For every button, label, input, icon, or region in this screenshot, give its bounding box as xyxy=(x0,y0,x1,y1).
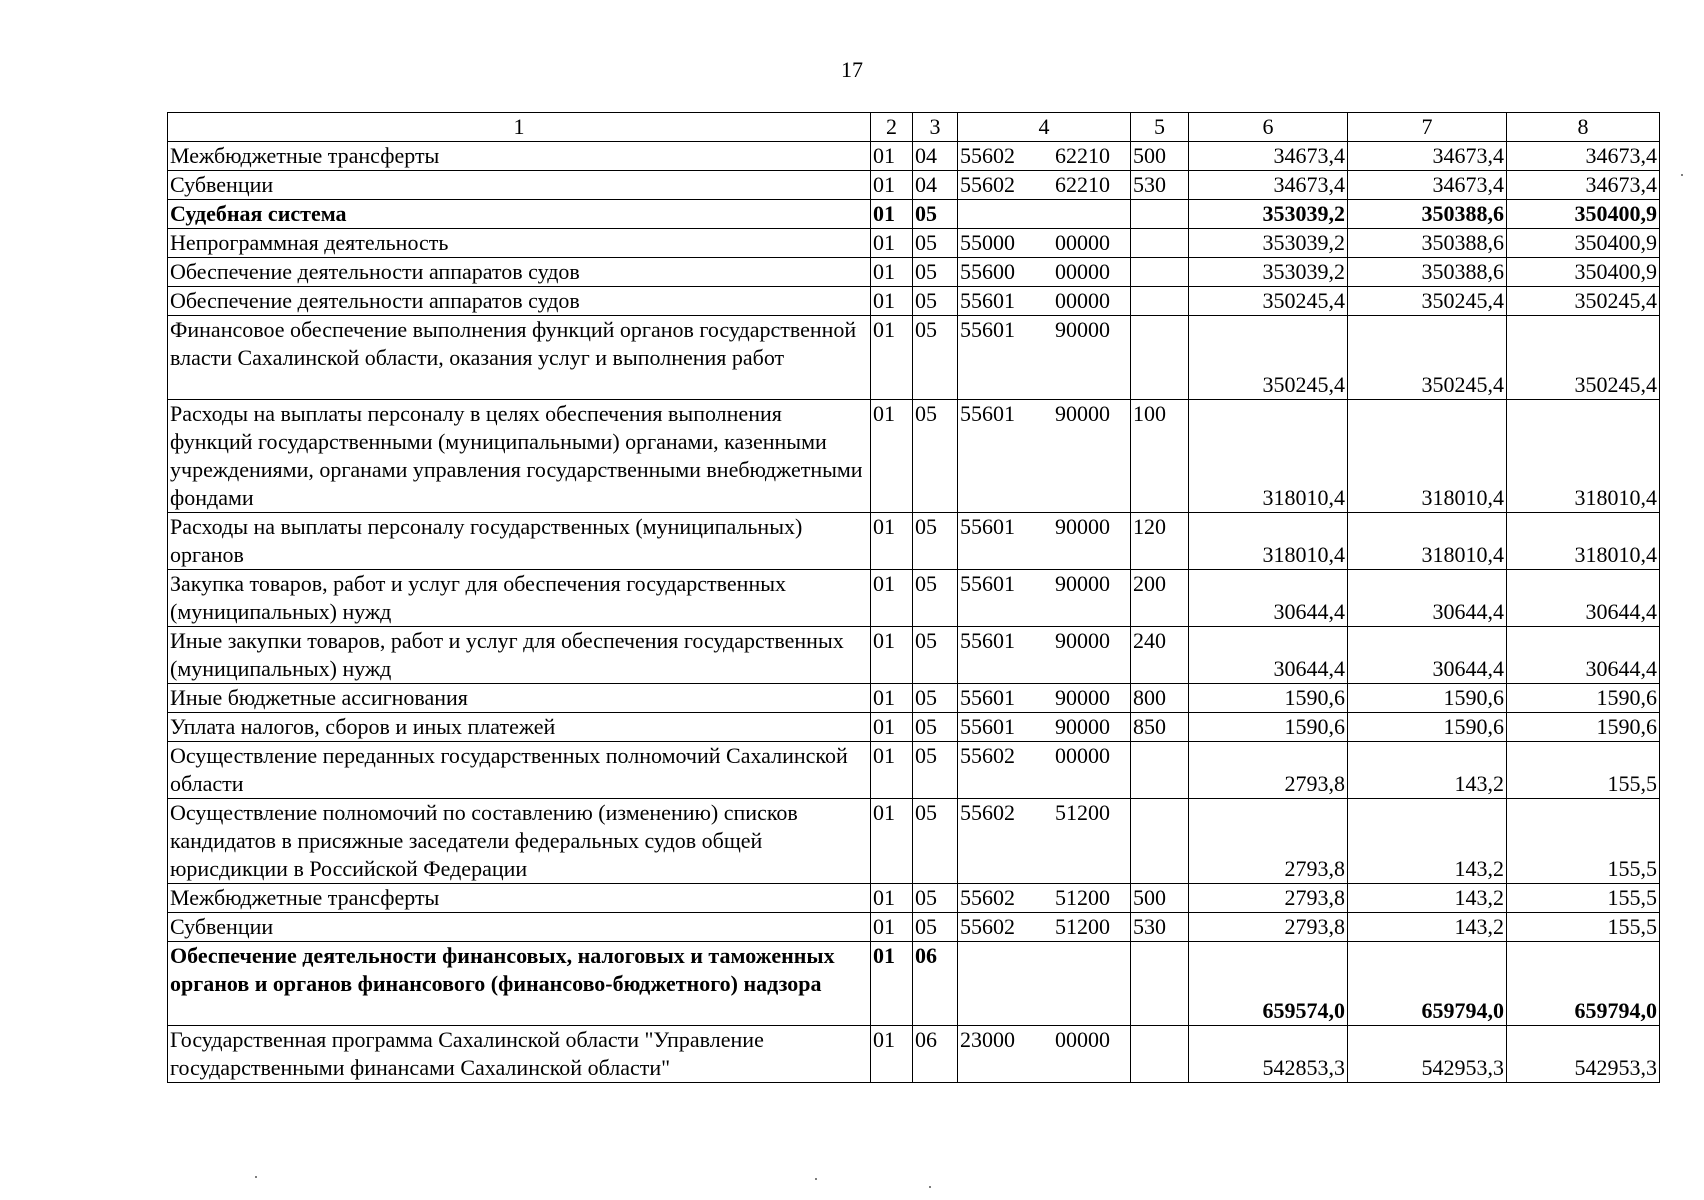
row-vr-code: 120 xyxy=(1131,513,1189,570)
row-rz-code: 01 xyxy=(871,684,913,713)
row-amount-col6: 30644,4 xyxy=(1189,627,1348,684)
row-target-code xyxy=(958,287,1131,316)
row-target-code xyxy=(958,258,1131,287)
row-amount-col8: 155,5 xyxy=(1507,799,1660,884)
row-name: Иные закупки товаров, работ и услуг для обеспечения государственных (муниципальных) нужд xyxy=(168,627,871,684)
row-rz-code: 01 xyxy=(871,258,913,287)
scan-speck xyxy=(1681,174,1683,176)
row-target-direction: 00000 xyxy=(1055,288,1110,313)
row-pr-code: 05 xyxy=(913,513,958,570)
row-amount-col7: 318010,4 xyxy=(1348,400,1507,513)
row-pr-code: 05 xyxy=(913,258,958,287)
header-col-8: 8 xyxy=(1507,113,1660,142)
row-amount-col8: 34673,4 xyxy=(1507,142,1660,171)
row-pr-code: 06 xyxy=(913,942,958,1026)
row-target-program: 55602 xyxy=(960,743,1015,768)
row-rz-code: 01 xyxy=(871,316,913,400)
row-target-program: 55000 xyxy=(960,230,1015,255)
row-amount-col8: 350400,9 xyxy=(1507,258,1660,287)
table-row xyxy=(168,742,1660,799)
row-target-direction: 90000 xyxy=(1055,628,1110,653)
row-vr-code: 500 xyxy=(1131,884,1189,913)
row-amount-col7: 30644,4 xyxy=(1348,627,1507,684)
row-amount-col7: 659794,0 xyxy=(1348,942,1507,1026)
row-name: Обеспечение деятельности финансовых, налоговых и таможенных органов и органов финансового (финансово-бюджетного) надзора xyxy=(168,942,871,1026)
row-target-program: 55602 xyxy=(960,885,1015,910)
row-target-code xyxy=(958,171,1131,200)
row-target-program: 23000 xyxy=(960,1027,1015,1052)
budget-table xyxy=(167,112,1660,1083)
row-amount-col8: 350400,9 xyxy=(1507,200,1660,229)
row-amount-col6: 542853,3 xyxy=(1189,1026,1348,1083)
row-amount-col7: 350388,6 xyxy=(1348,229,1507,258)
row-rz-code: 01 xyxy=(871,742,913,799)
row-target-direction: 90000 xyxy=(1055,514,1110,539)
row-amount-col6: 353039,2 xyxy=(1189,229,1348,258)
row-pr-code: 05 xyxy=(913,913,958,942)
row-pr-code: 05 xyxy=(913,884,958,913)
table-row xyxy=(168,627,1660,684)
row-rz-code: 01 xyxy=(871,570,913,627)
row-amount-col6: 1590,6 xyxy=(1189,684,1348,713)
table-row xyxy=(168,142,1660,171)
row-amount-col7: 350388,6 xyxy=(1348,258,1507,287)
row-amount-col8: 155,5 xyxy=(1507,884,1660,913)
row-target-direction: 00000 xyxy=(1055,230,1110,255)
row-pr-code: 05 xyxy=(913,400,958,513)
row-vr-code: 200 xyxy=(1131,570,1189,627)
header-col-6: 6 xyxy=(1189,113,1348,142)
row-name: Расходы на выплаты персоналу в целях обеспечения выполнения функций государственными (муниципальными) органами, казенными учреждениями, органами управления государственными внебюджетными фондами xyxy=(168,400,871,513)
row-target-direction: 51200 xyxy=(1055,914,1110,939)
row-vr-code: 500 xyxy=(1131,142,1189,171)
row-amount-col6: 318010,4 xyxy=(1189,513,1348,570)
row-target-program: 55601 xyxy=(960,628,1015,653)
row-amount-col7: 143,2 xyxy=(1348,799,1507,884)
row-target-program: 55602 xyxy=(960,800,1015,825)
row-target-program: 55601 xyxy=(960,685,1015,710)
row-amount-col7: 30644,4 xyxy=(1348,570,1507,627)
row-vr-code xyxy=(1131,287,1189,316)
row-amount-col7: 350388,6 xyxy=(1348,200,1507,229)
row-amount-col8: 318010,4 xyxy=(1507,400,1660,513)
row-target-code xyxy=(958,142,1131,171)
scan-speck xyxy=(815,1178,817,1180)
row-target-code xyxy=(958,400,1131,513)
row-amount-col6: 350245,4 xyxy=(1189,287,1348,316)
row-vr-code xyxy=(1131,742,1189,799)
row-target-direction: 90000 xyxy=(1055,714,1110,739)
scan-speck xyxy=(255,1176,257,1178)
row-name: Межбюджетные трансферты xyxy=(168,142,871,171)
row-target-code xyxy=(958,884,1131,913)
table-row xyxy=(168,799,1660,884)
row-name: Осуществление переданных государственных полномочий Сахалинской области xyxy=(168,742,871,799)
row-target-code xyxy=(958,713,1131,742)
row-vr-code: 530 xyxy=(1131,913,1189,942)
table-row xyxy=(168,258,1660,287)
row-target-code xyxy=(958,799,1131,884)
scan-speck xyxy=(929,1186,931,1188)
row-vr-code: 100 xyxy=(1131,400,1189,513)
row-pr-code: 05 xyxy=(913,684,958,713)
row-rz-code: 01 xyxy=(871,627,913,684)
row-target-code xyxy=(958,913,1131,942)
row-vr-code xyxy=(1131,316,1189,400)
row-name: Субвенции xyxy=(168,171,871,200)
row-amount-col8: 350245,4 xyxy=(1507,316,1660,400)
row-vr-code: 850 xyxy=(1131,713,1189,742)
row-amount-col6: 1590,6 xyxy=(1189,713,1348,742)
row-name: Осуществление полномочий по составлению (изменению) списков кандидатов в присяжные заседатели федеральных судов общей юрисдикции в Российской Федерации xyxy=(168,799,871,884)
row-name: Непрограммная деятельность xyxy=(168,229,871,258)
row-rz-code: 01 xyxy=(871,942,913,1026)
row-amount-col8: 350400,9 xyxy=(1507,229,1660,258)
table-row xyxy=(168,400,1660,513)
row-amount-col8: 1590,6 xyxy=(1507,684,1660,713)
row-target-direction: 00000 xyxy=(1055,1027,1110,1052)
row-amount-col8: 155,5 xyxy=(1507,913,1660,942)
row-amount-col7: 542953,3 xyxy=(1348,1026,1507,1083)
header-col-1: 1 xyxy=(168,113,871,142)
header-col-3: 3 xyxy=(913,113,958,142)
row-amount-col6: 2793,8 xyxy=(1189,884,1348,913)
row-amount-col7: 143,2 xyxy=(1348,884,1507,913)
row-pr-code: 05 xyxy=(913,229,958,258)
row-pr-code: 05 xyxy=(913,200,958,229)
row-amount-col7: 1590,6 xyxy=(1348,684,1507,713)
row-target-program: 55602 xyxy=(960,172,1015,197)
row-name: Обеспечение деятельности аппаратов судов xyxy=(168,258,871,287)
row-rz-code: 01 xyxy=(871,713,913,742)
row-amount-col7: 143,2 xyxy=(1348,742,1507,799)
row-target-program: 55602 xyxy=(960,914,1015,939)
row-rz-code: 01 xyxy=(871,200,913,229)
row-amount-col6: 34673,4 xyxy=(1189,142,1348,171)
row-amount-col7: 318010,4 xyxy=(1348,513,1507,570)
header-col-2: 2 xyxy=(871,113,913,142)
row-name: Государственная программа Сахалинской области "Управление государственными финансами Сахалинской области" xyxy=(168,1026,871,1083)
row-amount-col6: 353039,2 xyxy=(1189,258,1348,287)
table-row xyxy=(168,287,1660,316)
row-vr-code xyxy=(1131,258,1189,287)
row-amount-col7: 1590,6 xyxy=(1348,713,1507,742)
row-pr-code: 05 xyxy=(913,627,958,684)
row-target-code xyxy=(958,1026,1131,1083)
row-name: Расходы на выплаты персоналу государственных (муниципальных) органов xyxy=(168,513,871,570)
table-row xyxy=(168,200,1660,229)
row-amount-col6: 2793,8 xyxy=(1189,742,1348,799)
row-vr-code xyxy=(1131,1026,1189,1083)
row-amount-col6: 30644,4 xyxy=(1189,570,1348,627)
row-name: Судебная система xyxy=(168,200,871,229)
row-target-direction: 51200 xyxy=(1055,800,1110,825)
row-amount-col7: 34673,4 xyxy=(1348,142,1507,171)
row-target-code xyxy=(958,570,1131,627)
table-row xyxy=(168,913,1660,942)
row-name: Иные бюджетные ассигнования xyxy=(168,684,871,713)
row-amount-col8: 30644,4 xyxy=(1507,570,1660,627)
row-name: Финансовое обеспечение выполнения функций органов государственной власти Сахалинской области, оказания услуг и выполнения работ xyxy=(168,316,871,400)
row-target-direction: 62210 xyxy=(1055,172,1110,197)
row-amount-col8: 30644,4 xyxy=(1507,627,1660,684)
row-target-code xyxy=(958,229,1131,258)
row-target-direction: 90000 xyxy=(1055,401,1110,426)
row-amount-col8: 34673,4 xyxy=(1507,171,1660,200)
row-target-program: 55601 xyxy=(960,401,1015,426)
row-amount-col8: 350245,4 xyxy=(1507,287,1660,316)
row-amount-col6: 350245,4 xyxy=(1189,316,1348,400)
row-target-program: 55601 xyxy=(960,514,1015,539)
row-target-program: 55601 xyxy=(960,288,1015,313)
header-col-4: 4 xyxy=(958,113,1131,142)
row-target-direction: 00000 xyxy=(1055,259,1110,284)
row-amount-col8: 542953,3 xyxy=(1507,1026,1660,1083)
row-pr-code: 05 xyxy=(913,287,958,316)
row-pr-code: 05 xyxy=(913,713,958,742)
row-rz-code: 01 xyxy=(871,884,913,913)
row-target-direction: 62210 xyxy=(1055,143,1110,168)
table-row xyxy=(168,684,1660,713)
row-rz-code: 01 xyxy=(871,142,913,171)
row-target-program: 55601 xyxy=(960,317,1015,342)
row-rz-code: 01 xyxy=(871,913,913,942)
row-target-direction: 90000 xyxy=(1055,317,1110,342)
table-row xyxy=(168,171,1660,200)
table-row xyxy=(168,884,1660,913)
table-row xyxy=(168,942,1660,1026)
table-row xyxy=(168,513,1660,570)
row-rz-code: 01 xyxy=(871,400,913,513)
row-rz-code: 01 xyxy=(871,229,913,258)
table-row xyxy=(168,570,1660,627)
header-row xyxy=(168,113,1660,142)
row-amount-col7: 143,2 xyxy=(1348,913,1507,942)
row-rz-code: 01 xyxy=(871,513,913,570)
row-target-program: 55602 xyxy=(960,143,1015,168)
row-amount-col6: 353039,2 xyxy=(1189,200,1348,229)
page-number: 17 xyxy=(841,57,863,82)
row-target-direction: 90000 xyxy=(1055,571,1110,596)
row-name: Обеспечение деятельности аппаратов судов xyxy=(168,287,871,316)
row-amount-col8: 155,5 xyxy=(1507,742,1660,799)
row-name: Уплата налогов, сборов и иных платежей xyxy=(168,713,871,742)
row-amount-col7: 34673,4 xyxy=(1348,171,1507,200)
row-vr-code: 530 xyxy=(1131,171,1189,200)
row-vr-code xyxy=(1131,799,1189,884)
row-amount-col7: 350245,4 xyxy=(1348,287,1507,316)
row-target-code xyxy=(958,684,1131,713)
row-vr-code xyxy=(1131,229,1189,258)
row-amount-col6: 659574,0 xyxy=(1189,942,1348,1026)
row-pr-code: 06 xyxy=(913,1026,958,1083)
row-target-code xyxy=(958,316,1131,400)
row-name: Закупка товаров, работ и услуг для обеспечения государственных (муниципальных) нужд xyxy=(168,570,871,627)
row-target-program: 55601 xyxy=(960,714,1015,739)
header-col-5: 5 xyxy=(1131,113,1189,142)
row-target-code xyxy=(958,742,1131,799)
row-pr-code: 05 xyxy=(913,799,958,884)
row-rz-code: 01 xyxy=(871,287,913,316)
row-pr-code: 05 xyxy=(913,570,958,627)
row-rz-code: 01 xyxy=(871,1026,913,1083)
row-amount-col6: 2793,8 xyxy=(1189,799,1348,884)
row-name: Субвенции xyxy=(168,913,871,942)
table-row xyxy=(168,1026,1660,1083)
row-vr-code xyxy=(1131,200,1189,229)
row-target-program: 55601 xyxy=(960,571,1015,596)
row-rz-code: 01 xyxy=(871,799,913,884)
row-vr-code: 240 xyxy=(1131,627,1189,684)
table-row xyxy=(168,713,1660,742)
row-target-program: 55600 xyxy=(960,259,1015,284)
row-amount-col8: 1590,6 xyxy=(1507,713,1660,742)
row-target-direction: 90000 xyxy=(1055,685,1110,710)
row-name: Межбюджетные трансферты xyxy=(168,884,871,913)
row-pr-code: 04 xyxy=(913,142,958,171)
row-amount-col8: 318010,4 xyxy=(1507,513,1660,570)
row-amount-col8: 659794,0 xyxy=(1507,942,1660,1026)
table-row xyxy=(168,229,1660,258)
row-vr-code: 800 xyxy=(1131,684,1189,713)
row-amount-col6: 2793,8 xyxy=(1189,913,1348,942)
header-col-7: 7 xyxy=(1348,113,1507,142)
row-pr-code: 05 xyxy=(913,316,958,400)
row-vr-code xyxy=(1131,942,1189,1026)
row-amount-col6: 318010,4 xyxy=(1189,400,1348,513)
row-pr-code: 05 xyxy=(913,742,958,799)
row-target-code xyxy=(958,200,1131,229)
row-target-code xyxy=(958,627,1131,684)
row-target-code xyxy=(958,513,1131,570)
row-target-direction: 00000 xyxy=(1055,743,1110,768)
table-row xyxy=(168,316,1660,400)
row-rz-code: 01 xyxy=(871,171,913,200)
row-amount-col6: 34673,4 xyxy=(1189,171,1348,200)
row-target-code xyxy=(958,942,1131,1026)
row-amount-col7: 350245,4 xyxy=(1348,316,1507,400)
row-target-direction: 51200 xyxy=(1055,885,1110,910)
row-pr-code: 04 xyxy=(913,171,958,200)
